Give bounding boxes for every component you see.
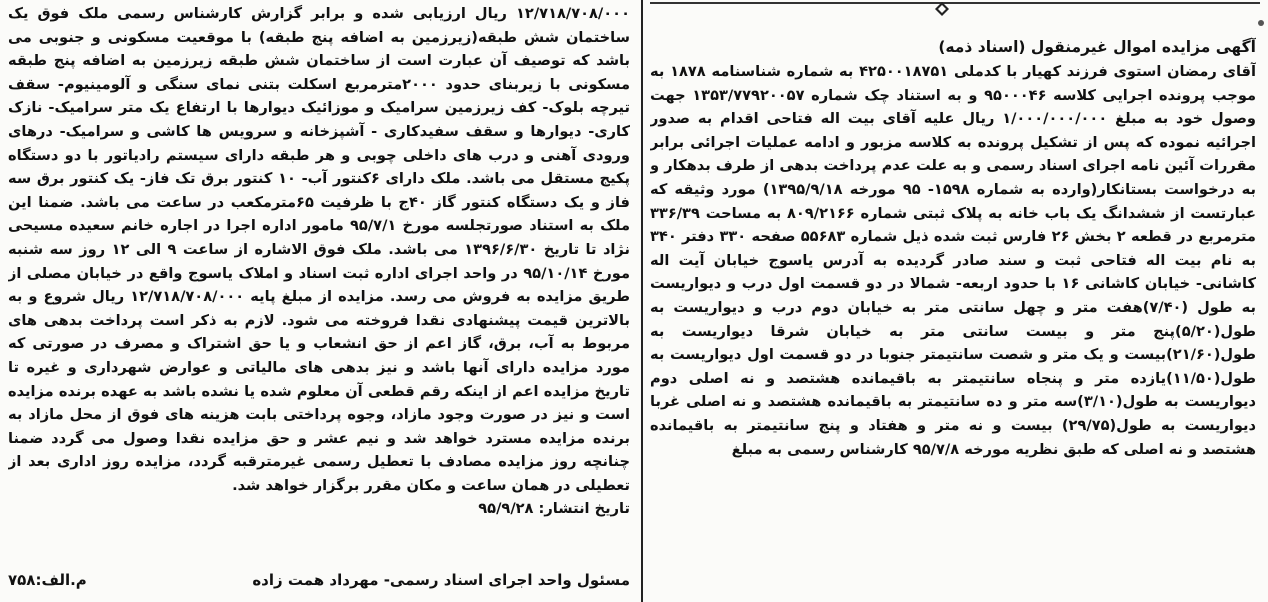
signature-text: مسئول واحد اجرای اسناد رسمی- مهرداد همت زاده <box>252 571 630 589</box>
ad-body-right: آقای رمضان استوی فرزند کهیار با کدملی ۴۲۵۰۰۱۸۷۵۱ به شماره شناسنامه ۱۸۷۸ به موجب پرونده اجرایی کلاسه ۹۵۰۰۰۴۶ و به استناد چک شماره ۱۳۵۳/۷۷۹۲۰۰۵۷ جهت وصول خود به مبلغ ۱/۰۰۰/۰۰۰/۰۰۰ ریال علیه آقای بیت اله فتاحی اقدام به صدور اجرائیه نموده که پس از تشکیل پرونده به کلاسه مزبور و ادامه عملیات اجرائی برابر مقررات آئین نامه اجرای اسناد رسمی و به علت عدم پرداخت بدهی از طرف بدهکار و به درخواست بستانکار(وارده به شماره ۱۵۹۸- ۹۵ مورخه ۱۳۹۵/۹/۱۸) مورد وثیقه که عبارتست از ششدانگ یک باب خانه به پلاک ثبتی شماره ۸۰۹/۲۱۶۶ به مساحت ۳۳۶/۳۹ مترمربع در قطعه ۲ بخش ۲۶ فارس ثبت شده ذیل شماره ۵۵۶۸۳ صفحه ۳۳۰ دفتر ۳۴۰ به نام بیت اله فتاحی ثبت و سند صادر گردیده به آدرس یاسوج خیابان آیت اله کاشانی- خیابان کاشانی ۱۶ با حدود اربعه- شمالا در دو قسمت اول درب و دیواریست به طول (۷/۴۰)هفت متر و چهل سانتی متر به خیابان دوم درب و دیواریست به طول(۵/۲۰)پنج متر و بیست سانتی متر به خیابان شرقا دیواریست به طول(۲۱/۶۰)بیست و یک متر و شصت سانتیمتر جنوبا در دو قسمت اول دیواریست به طول(۱۱/۵۰)یازده متر و پنجاه سانتیمتر به باقیمانده هشتصد و نه اصلی دوم دیواریست به طول(۳/۱۰)سه متر و ده سانتیمتر به باقیمانده هشتصد و نه اصلی غربا دیواریست به طول(۲۹/۷۵) بیست و نه متر و هفتاد و پنج سانتیمتر به باقیمانده هشتصد و نه اصلی که طبق نظریه مورخه ۹۵/۷/۸ کارشناس رسمی به مبلغ <box>650 63 1256 458</box>
left-column <box>8 0 630 602</box>
ad-title: آگهی مزایده اموال غیرمنقول (اسناد ذمه) <box>938 38 1256 56</box>
corner-dot <box>1258 20 1264 26</box>
publish-date: تاریخ انتشار: ۹۵/۹/۲۸ <box>478 500 630 518</box>
ad-body-left: ۱۲/۷۱۸/۷۰۸/۰۰۰ ریال ارزیابی شده و برابر گزارش کارشناس رسمی ملک فوق یک ساختمان شش طبقه(زیرزمین به اضافه پنج طبقه) با موقعیت مسکونی و جنوبی می باشد که توصیف آن عبارت است از ساختمان شش طبقه زیرزمین به اضافه پنج طبقه مسکونی با زیربنای حدود ۲۰۰۰مترمربع اسکلت بتنی نمای سنگی و آلومینیوم- سقف تیرچه بلوک- کف زیرزمین سرامیک و موزائیک دیوارها با ارتفاع یک متر سرامیک- نازک کاری- دیوارها و سقف سفیدکاری - آشپزخانه و سرویس ها کاشی و سرامیک- درهای ورودی آهنی و درب های داخلی چوبی و هر طبقه دارای سیستم رادیاتور با دو دستگاه پکیج مستقل می باشد. ملک دارای ۶کنتور آب- ۱۰ کنتور برق تک فاز- یک کنتور برق سه فاز و یک دستگاه کنتور گاز ۴۰ج با ظرفیت ۶۵مترمکعب در ساعت می باشد. ضمنا این ملک به استناد صورتجلسه مورخ ۹۵/۷/۱ مامور اداره اجرا در اجاره خانم سعیده مسیحی نژاد تا تاریخ ۱۳۹۶/۶/۳۰ می باشد. ملک فوق الاشاره از ساعت ۹ الی ۱۲ روز سه شنبه مورخ ۹۵/۱۰/۱۴ در واحد اجرای اداره ثبت اسناد و املاک یاسوج واقع در خیابان مصلی از طریق مزایده به فروش می رسد. مزایده از مبلغ پایه ۱۲/۷۱۸/۷۰۸/۰۰۰ ریال شروع و به بالاترین قیمت پیشنهادی نقدا فروخته می شود. لازم به ذکر است پرداخت بدهی های مربوط به آب، برق، گاز اعم از حق انشعاب و یا حق اشتراک و مصرف در صورتی که مورد مزایده دارای آنها باشد و نیز بدهی های مالیاتی و عوارض شهرداری و غیره تا تاریخ مزایده اعم از اینکه رقم قطعی آن معلوم شده یا نشده باشد به عهده برنده مزایده است و نیز در صورت وجود مازاد، وجوه پرداختی بابت هزینه های فوق از محل مازاد به برنده مزایده مسترد خواهد شد و نیم عشر و حق مزایده نقدا وصول می گردد ضمنا چنانچه روز مزایده مصادف با تعطیل رسمی غیرمترقبه گردد، مزایده روز اداری بعد از تعطیلی در همان ساعت و مکان مقرر برگزار خواهد شد. <box>8 5 630 494</box>
signature-row <box>8 568 630 592</box>
ad-code: م.الف:۷۵۸ <box>8 571 87 589</box>
right-column <box>650 0 1256 602</box>
column-divider <box>641 0 643 602</box>
